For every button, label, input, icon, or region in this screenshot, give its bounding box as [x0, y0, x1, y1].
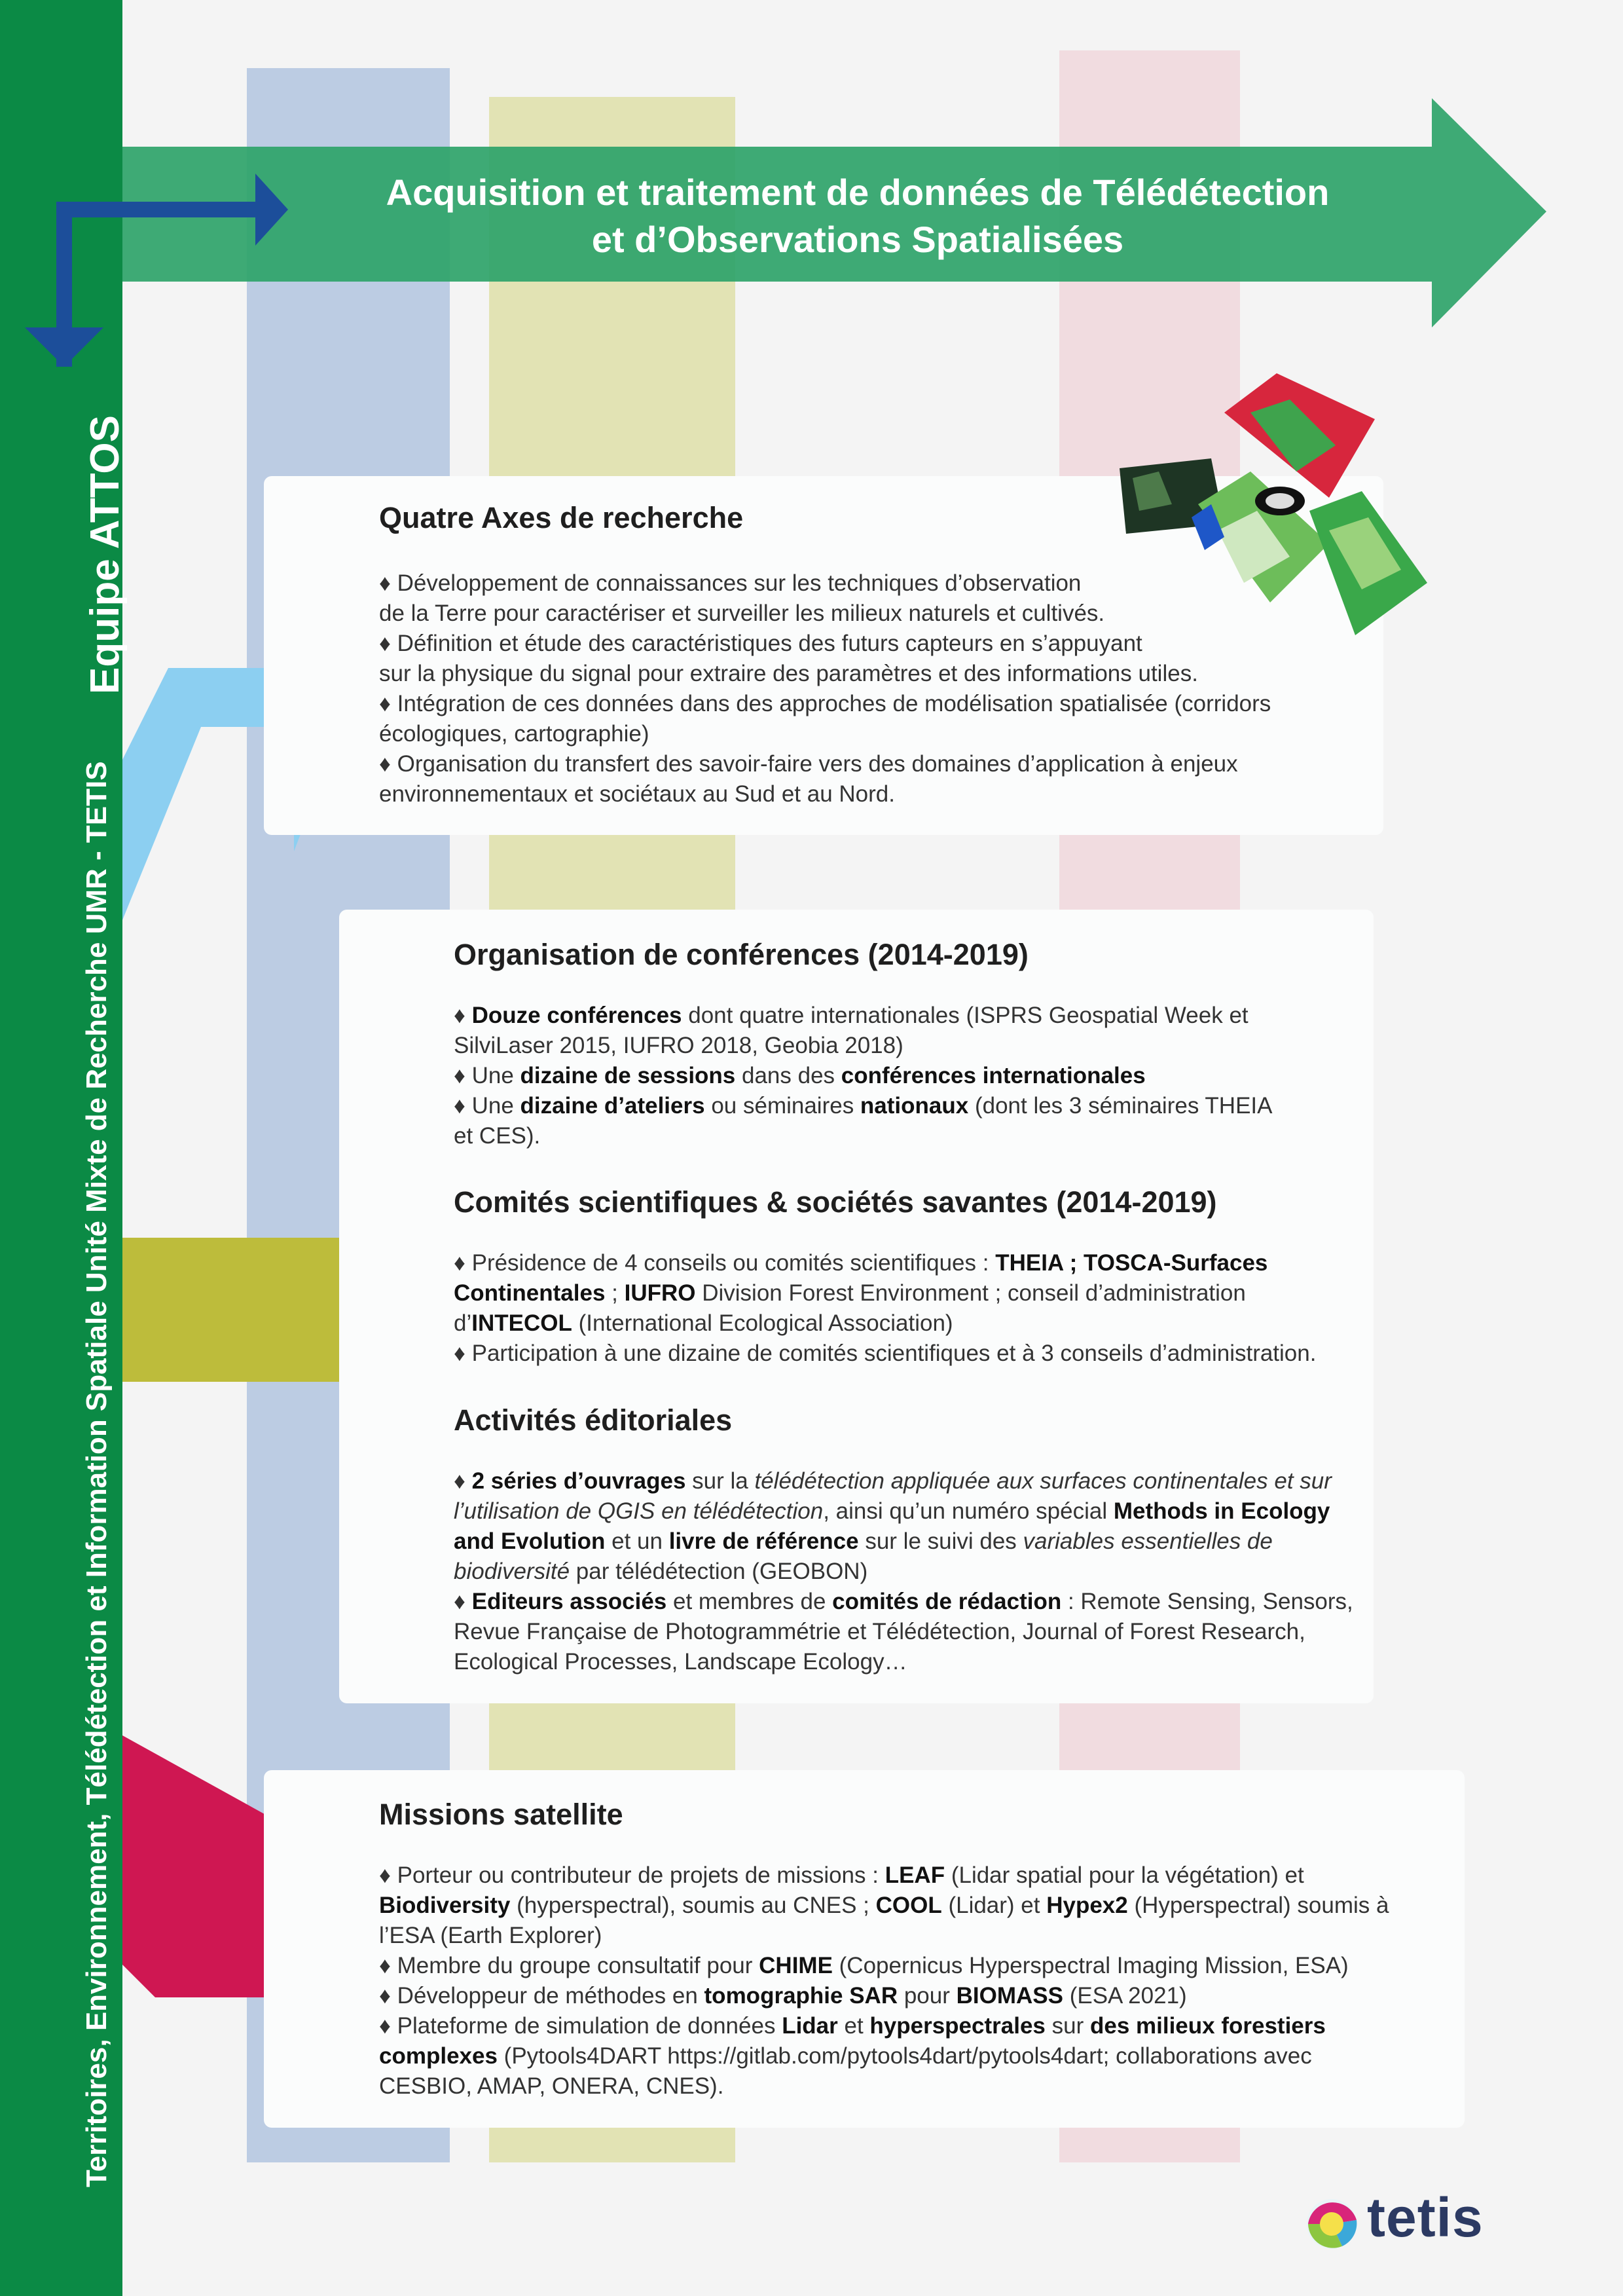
- comites-title: Comités scientifiques & sociétés savantes (2014-2019): [454, 1185, 1217, 1219]
- tetis-logo-icon: [1303, 2194, 1363, 2253]
- banner-title: [288, 169, 1427, 263]
- axes-item-4: ♦ Organisation du transfert des savoir-faire vers des domaines d’application à enjeux environnementaux et sociétaux au Sud et au Nord.: [379, 751, 1238, 807]
- comites-text: ♦ Présidence de 4 conseils ou comités scientifiques : THEIA ; TOSCA-Surfaces Continentales ; IUFRO Division Forest Environment ; conseil d’administration d’INTECOL (International Ecological Association) ♦ Participation à une dizaine de comités scientifiques et à 3 conseils d’administration.: [454, 1250, 1317, 1366]
- missions-text: ♦ Porteur ou contributeur de projets de missions : LEAF (Lidar spatial pour la végétation) et Biodiversity (hyperspectral), soumis au CNES ; COOL (Lidar) et Hypex2 (Hyperspectral) soumis à l’ESA (Earth Explorer) ♦ Membre du groupe consultatif pour CHIME (Copernicus Hyperspectral Imaging Mission, ESA) ♦ Développeur de méthodes en tomographie SAR pour BIOMASS (ESA 2021) ♦ Plateforme de simulation de données Lidar et hyperspectrales sur des milieux forestiers complexes (Pytools4DART https://gitlab.com/pytools4dart/pytools4dart; collaborations avec CESBIO, AMAP, ONERA, CNES).: [379, 1862, 1389, 2099]
- satellite-image-collage: [1120, 373, 1434, 648]
- conferences-text: ♦ Douze conférences dont quatre internationales (ISPRS Geospatial Week et SilviLaser 2015, IUFRO 2018, Geobia 2018) ♦ Une dizaine de sessions dans des conférences internationales ♦ Une dizaine d’ateliers ou séminaires nationaux (dont les 3 séminaires THEIA et CES).: [454, 1003, 1273, 1149]
- axes-item-2: ♦ Définition et étude des caractéristiques des futurs capteurs en s’appuyant sur la physique du signal pour extraire des paramètres et des informations utiles.: [379, 631, 1198, 686]
- missions-title: Missions satellite: [379, 1798, 623, 1831]
- editoriales-title: Activités éditoriales: [454, 1403, 733, 1437]
- conferences-title: Organisation de conférences (2014-2019): [454, 938, 1029, 971]
- editoriales-text: ♦ 2 séries d’ouvrages sur la télédétection appliquée aux surfaces continentales et sur l’utilisation de QGIS en télédétection, ainsi qu’un numéro spécial Methods in Ecology and Evolution et un livre de référence sur le suivi des variables essentielles de biodiversité par télédétection (GEOBON) ♦ Editeurs associés et membres de comités de rédaction : Remote Sensing, Sensors, Revue Française de Photogrammétrie et Télédétection, Journal of Forest Research, Ecological Processes, Landscape Ecology…: [454, 1468, 1353, 1675]
- axes-item-1: ♦ Développement de connaissances sur les techniques d’observation de la Terre pour caractériser et surveiller les milieux naturels et cultivés.: [379, 570, 1105, 626]
- navy-elbow-arrow: [20, 170, 295, 380]
- tetis-logo-text: tetis: [1367, 2187, 1484, 2248]
- banner-title-line2: et d’Observations Spatialisées: [591, 219, 1124, 260]
- sidebar-team-text: Equipe ATTOS: [82, 415, 128, 694]
- axes-title: Quatre Axes de recherche: [379, 501, 744, 534]
- sidebar-org-text: Territoires, Environnement, Télédétection et Information Spatiale Unité Mixte de Recherche UMR - TETIS: [81, 761, 113, 2187]
- banner-title-line1: Acquisition et traitement de données de Télédétection: [386, 172, 1330, 213]
- axes-item-3: ♦ Intégration de ces données dans des approches de modélisation spatialisée (corridors écologiques, cartographie): [379, 691, 1271, 747]
